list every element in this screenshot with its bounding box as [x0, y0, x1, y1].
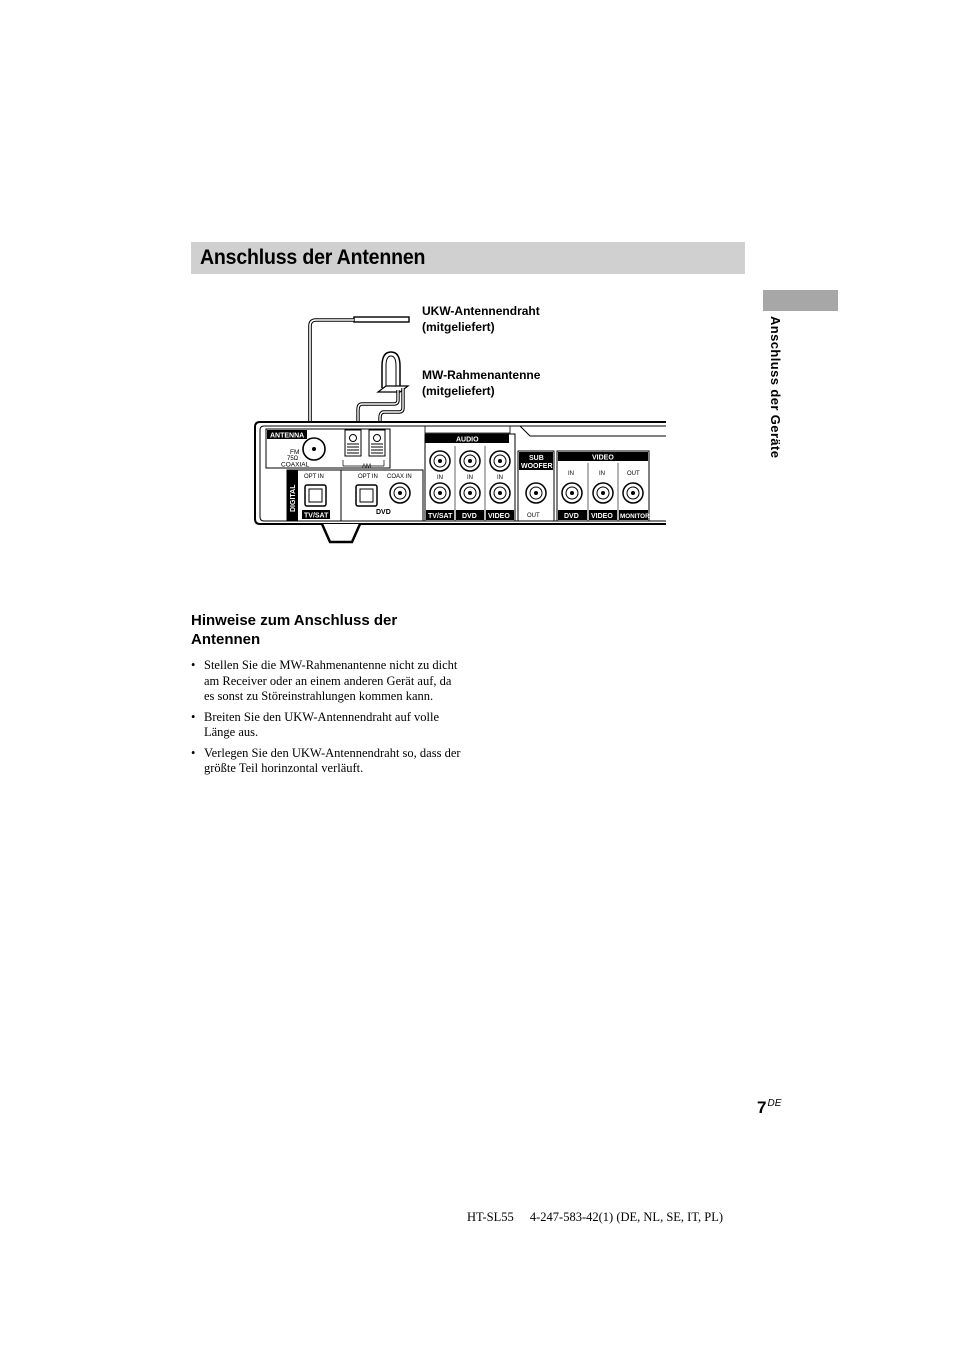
audio-label: AUDIO	[456, 436, 479, 444]
list-item: • Breiten Sie den UKW-Antennendraht auf volle Länge aus.	[191, 709, 439, 739]
dvd-label-video: DVD	[564, 513, 579, 520]
am-label: AM	[362, 464, 371, 470]
title-bar	[191, 242, 745, 274]
am-terminal-1	[345, 430, 361, 456]
video-label-video: VIDEO	[591, 513, 613, 520]
dvd-label-audio: DVD	[462, 513, 477, 520]
video-in-label-2: IN	[599, 471, 605, 477]
tvsat-label-audio: TV/SAT	[428, 513, 453, 520]
digital-label: DIGITAL	[290, 484, 297, 512]
video-label-header: VIDEO	[592, 454, 614, 462]
list-item: • Verlegen Sie den UKW-Antennendraht so, dass der größte Teil horinzontal verläuft.	[191, 745, 461, 775]
video-in-label-1: IN	[568, 471, 574, 477]
page-number: 7DE	[757, 1098, 782, 1117]
video-jacks	[562, 483, 643, 503]
video-label-audio: VIDEO	[488, 513, 510, 520]
section-heading: Hinweise zum Anschluss der Antennen	[191, 612, 398, 648]
opt-in-label-dvd: OPT IN	[358, 474, 378, 480]
am-terminal-2	[369, 430, 385, 456]
page-number-suffix: DE	[767, 1098, 782, 1109]
tvsat-label-digital: TV/SAT	[304, 512, 329, 520]
audio-in-label-2: IN	[467, 475, 473, 481]
footer	[467, 1210, 723, 1225]
sub-label: SUB	[529, 455, 544, 462]
receiver-rear-panel	[255, 422, 666, 542]
coax-in-label: COAX IN	[387, 474, 412, 480]
coaxial-label: COAXIAL	[281, 461, 310, 469]
side-section-label: Anschluss der Geräte	[768, 316, 783, 459]
subwoofer-out-label: OUT	[527, 513, 540, 519]
list-item: • Stellen Sie die MW-Rahmenantenne nicht zu dicht am Receiver oder an einem anderen Gerät auf, da es sonst zu Störeinstrahlungen kommen kann.	[191, 658, 458, 703]
footer-model: HT-SL55	[467, 1210, 514, 1224]
woofer-label: WOOFER	[521, 463, 553, 470]
fm-label: FM	[290, 449, 300, 456]
am-loop-antenna	[358, 352, 408, 428]
antenna-label: ANTENNA	[270, 432, 305, 440]
antenna-connection-diagram	[250, 300, 670, 550]
fm-wire-callout: UKW-Antennendraht (mitgeliefert)	[422, 304, 540, 334]
footer-code: 4-247-583-42(1) (DE, NL, SE, IT, PL)	[529, 1210, 724, 1224]
section-tab-marker	[763, 290, 838, 311]
dvd-label-digital: DVD	[376, 509, 391, 516]
page-title: Anschluss der Antennen	[200, 246, 426, 269]
opt-in-label-tvsat: OPT IN	[304, 474, 324, 480]
audio-in-label-1: IN	[437, 475, 443, 481]
am-loop-callout: MW-Rahmenantenne (mitgeliefert)	[422, 368, 541, 398]
ohm-label: 75Ω	[287, 456, 299, 462]
notes-list	[191, 658, 461, 782]
monitor-label: MONITOR	[620, 513, 650, 520]
audio-in-label-3: IN	[497, 475, 503, 481]
video-out-label: OUT	[627, 471, 640, 477]
